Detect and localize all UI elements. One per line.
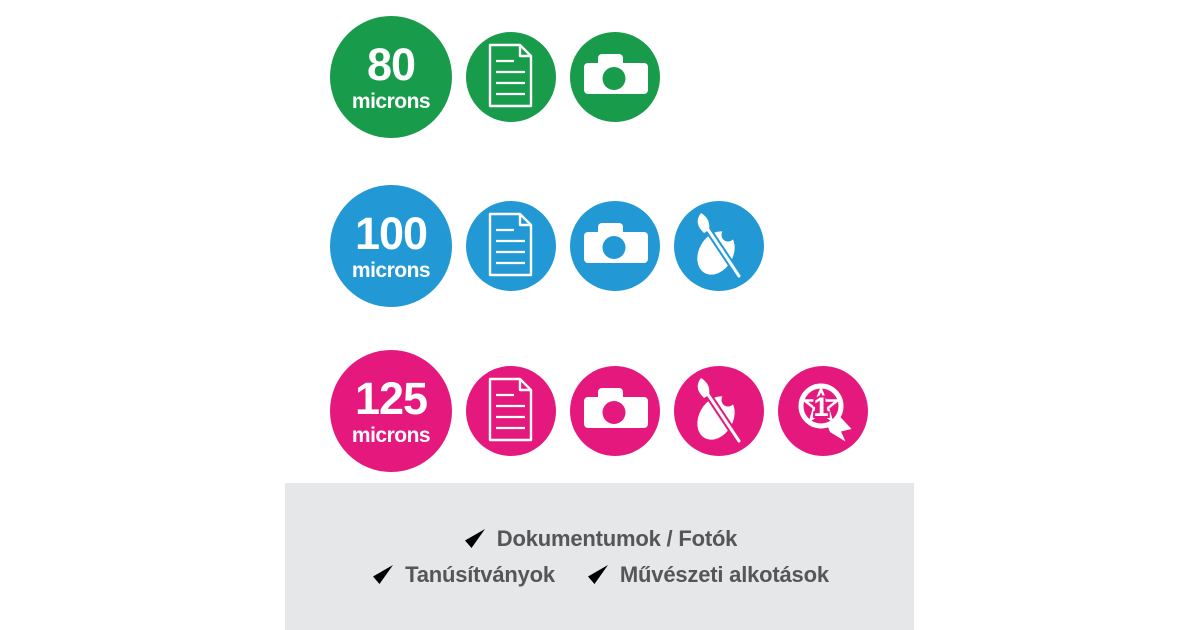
- award-icon: [778, 366, 868, 456]
- legend-label: Művészeti alkotások: [619, 561, 829, 587]
- legend-label: Tanúsítványok: [405, 561, 555, 587]
- row-125-microns: [330, 350, 868, 472]
- palette-icon: [674, 366, 764, 456]
- legend-line-1: [462, 526, 737, 552]
- thickness-value: 100: [354, 208, 428, 259]
- checkmark-icon: [585, 562, 611, 588]
- thickness-badge-125: [330, 350, 452, 472]
- thickness-badge-100: [330, 185, 452, 307]
- camera-icon: [570, 201, 660, 291]
- thickness-value: 80: [366, 39, 416, 90]
- thickness-unit: microns: [351, 424, 431, 447]
- checkmark-icon: [462, 526, 488, 552]
- legend-item-artworks: [585, 562, 829, 588]
- legend-band: [285, 483, 914, 630]
- camera-icon: [570, 32, 660, 122]
- document-icon: [466, 366, 556, 456]
- legend-item-documents-photos: [462, 526, 737, 552]
- legend-label: Dokumentumok / Fotók: [496, 525, 738, 551]
- camera-icon: [570, 366, 660, 456]
- thickness-badge-80: [330, 16, 452, 138]
- document-icon: [466, 32, 556, 122]
- thickness-unit: microns: [351, 259, 431, 282]
- palette-icon: [674, 201, 764, 291]
- legend-item-certificates: [370, 562, 555, 588]
- thickness-value: 125: [354, 373, 428, 424]
- row-80-microns: [330, 16, 660, 138]
- document-icon: [466, 201, 556, 291]
- thickness-unit: microns: [351, 90, 431, 113]
- legend-line-2: [370, 562, 829, 588]
- row-100-microns: [330, 185, 764, 307]
- checkmark-icon: [370, 562, 396, 588]
